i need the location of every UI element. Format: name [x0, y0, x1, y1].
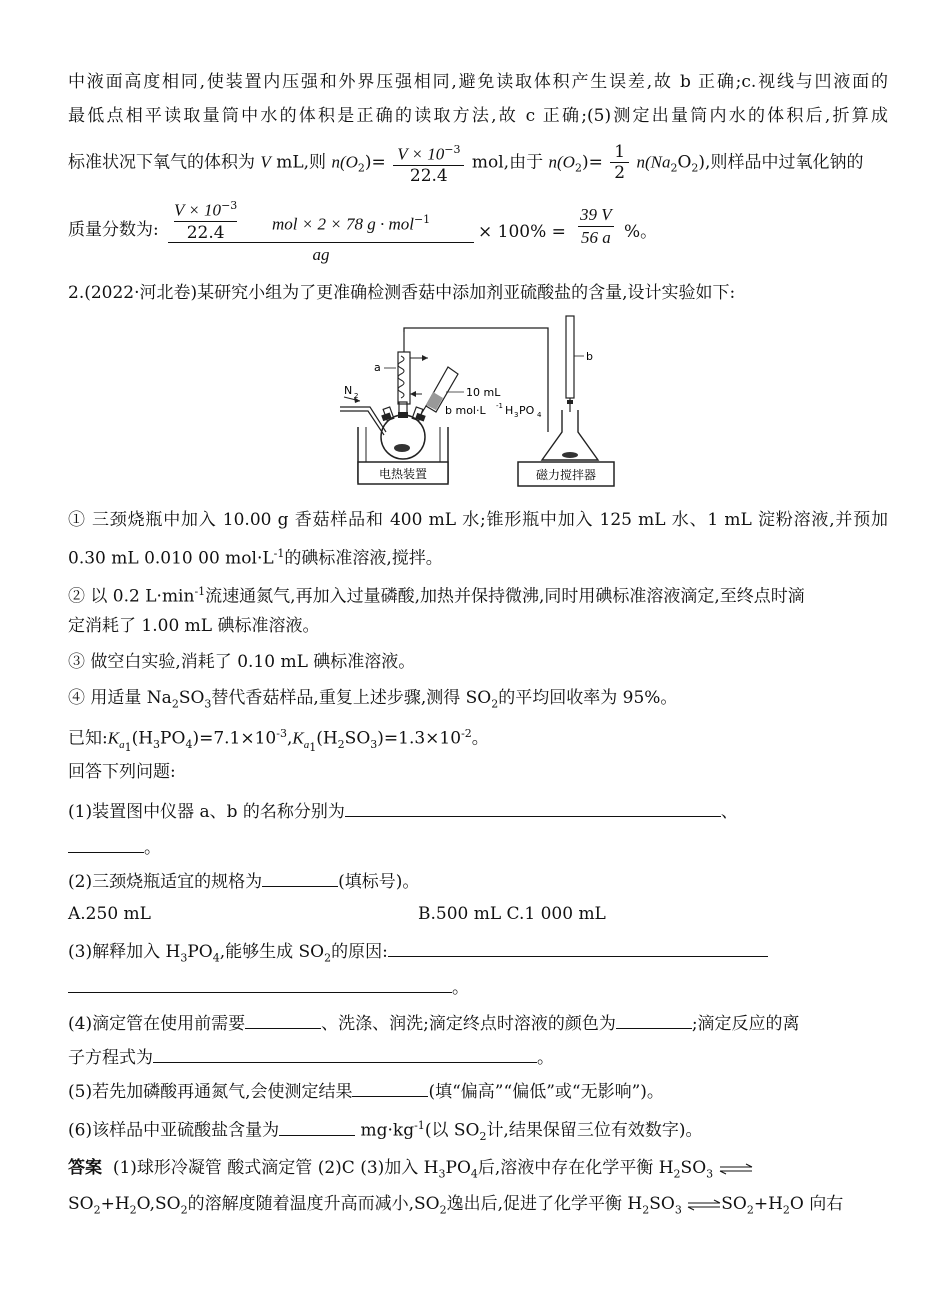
question-4-line-1: (4)滴定管在使用前需要 、洗涤、润洗;滴定终点时溶液的颜色为 ;滴定反应的离: [68, 1010, 888, 1036]
step-1-line-2: 0.30 mL 0.010 00 $mol\cdot L^{-1}$的碘标准溶液,搅拌。: [68, 547, 443, 569]
step-2-line-1: ② 以 0.2 $L\cdot\min^{-1}$流速通氮气,再加入过量磷酸,加热并保持微沸,同时用碘标准溶液滴定,至终点时滴: [68, 585, 805, 607]
question-1-line-2: 。: [68, 834, 888, 860]
answer-label: 答案: [68, 1158, 102, 1178]
intro-line-2: 最低点相平读取量筒中水的体积是正确的读取方法,故 c 正确;(5)测定出量筒内水的体积后,折算成: [68, 106, 888, 126]
intro-line-3: 标准状况下氧气的体积为 V mL,则 $n(O_2)=$ $\frac{V \times 10^{-3}}{22.4}$ mol,由于 $n(O_2)=$ $\frac{1}{2}$ $n(Na_2O_2)$,则样品中过氧化钠的: [68, 140, 888, 180]
svg-text:2: 2: [354, 392, 359, 400]
condenser-a: [374, 332, 428, 404]
question-2-options: [68, 902, 888, 926]
question-5: (5)若先加磷酸再通氮气,会使测定结果 (填“偏高”“偏低”或“无影响”)。: [68, 1078, 888, 1104]
svg-text:-1: -1: [496, 402, 503, 410]
step-1-line-1: ① 三颈烧瓶中加入 10.00 g 香菇样品和 400 mL 水;锥形瓶中加入 125 mL 水、1 mL 淀粉溶液,并预加: [68, 510, 888, 530]
option-a: A.250 mL: [68, 904, 151, 924]
label-a: a: [374, 361, 381, 374]
answer-prompt: 回答下列问题:: [68, 762, 176, 782]
known-constants: 已知$:K_{a_1}(H_3PO_4)=7.1\times 10^{-3},K_{a_1}(H_2SO_3)=1.3\times 10^{-2}$。: [68, 727, 489, 755]
svg-text:N: N: [344, 384, 353, 397]
magnetic-stirrer-label: 磁力搅拌器: [535, 468, 597, 482]
svg-text:b mol·L: b mol·L: [445, 404, 486, 417]
answer-blank-4a[interactable]: [245, 1010, 321, 1029]
heating-device-label: 电热装置: [378, 467, 428, 481]
svg-text:PO: PO: [519, 404, 535, 417]
answer-blank-3a[interactable]: [388, 938, 768, 957]
answer-line-1: 答案 (1)球形冷凝管 酸式滴定管 (2)C (3)加入 $H_3PO_4$后,溶液中存在化学平衡 $H_2SO_3$: [68, 1156, 888, 1186]
step-4: ④ 用适量 $Na_2SO_3$替代香菇样品,重复上述步骤,测得 $SO_2$的平均回收率为 95%。: [68, 688, 678, 711]
fraction-n-o2: $\frac{V \times 10^{-3}}{22.4}$: [393, 140, 464, 186]
intro-line-1: 中液面高度相同,使装置内压强和外界压强相同,避免读取体积产生误差,故 b 正确;c.视线与凹液面的: [68, 72, 888, 92]
svg-text:10 mL: 10 mL: [466, 386, 501, 399]
step-2-line-2: 定消耗了 1.00 mL 碘标准溶液。: [68, 616, 320, 636]
intro-line-4: 质量分数为: $V \times 10^{-3}$ 22.4 mol × 2 × 78 g · mol$^{-1}$ ag × 100% = 39 V 56 a %。: [68, 196, 888, 266]
question-3-line-2: 。: [68, 974, 888, 1000]
question-4-line-2: 子方程式为 。: [68, 1044, 888, 1070]
answer-blank-6[interactable]: [279, 1117, 355, 1136]
fraction-half: $\frac{1}{2}$: [610, 142, 629, 183]
apparatus-diagram: [330, 312, 620, 492]
answer-blank-2[interactable]: [262, 868, 338, 887]
step-3: ③ 做空白实验,消耗了 0.10 mL 碘标准溶液。: [68, 652, 416, 672]
answer-line-2: $SO_2+H_2O,SO_2$的溶解度随着温度升高而减小$,SO_2$逸出后,促进了化学平衡 $H_2SO_3$ $SO_2+H_2O$ 向右: [68, 1194, 844, 1217]
three-neck-flask: [381, 402, 426, 459]
answer-blank-5[interactable]: [352, 1078, 428, 1097]
fraction-result: 39 V 56 a: [580, 205, 612, 247]
dropping-funnel: [420, 367, 542, 419]
answer-blank-1a[interactable]: [345, 798, 721, 817]
question-1-line-1: (1)装置图中仪器 a、b 的名称分别为 、: [68, 798, 888, 824]
answer-blank-4b[interactable]: [616, 1010, 692, 1029]
svg-text:3: 3: [514, 411, 519, 419]
answer-blank-4c[interactable]: [153, 1044, 537, 1063]
answer-blank-3b[interactable]: [68, 974, 452, 993]
fraction-mass: $V \times 10^{-3}$ 22.4 mol × 2 × 78 g · mol$^{-1}$ ag: [168, 196, 474, 267]
question-3-line-1: (3)解释加入 $H_3PO_4$,能够生成 $SO_2$的原因:: [68, 938, 888, 970]
burette-b: [566, 316, 593, 412]
conical-flask: [542, 410, 598, 460]
answer-blank-1b[interactable]: [68, 834, 144, 853]
question-6: (6)该样品中亚硫酸盐含量为 $mg\cdot kg^{-1}$(以 $SO_2$计,结果保留三位有效数字)。: [68, 1114, 888, 1149]
option-b-c: B.500 mL C.1 000 mL: [418, 904, 606, 924]
svg-text:H: H: [505, 404, 514, 417]
equilibrium-arrow-icon: [687, 1199, 721, 1211]
question-title: 2.(2022·河北卷)某研究小组为了更准确检测香菇中添加剂亚硫酸盐的含量,设计实验如下:: [68, 283, 736, 303]
svg-text:4: 4: [537, 411, 542, 419]
heating-device: [358, 427, 448, 484]
question-2: (2)三颈烧瓶适宜的规格为 (填标号)。: [68, 868, 888, 894]
equilibrium-arrow-icon: [719, 1163, 753, 1175]
label-b: b: [586, 350, 593, 363]
